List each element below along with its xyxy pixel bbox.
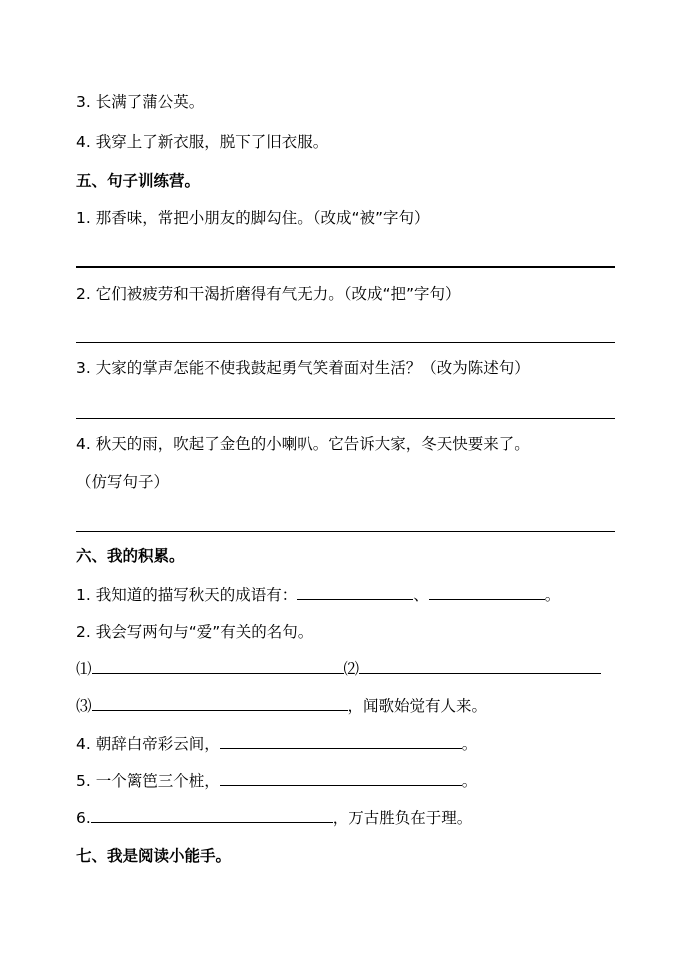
sentence-4-prompt: 4. 秋天的雨，吹起了金色的小喇叭。它告诉大家，冬天快要来了。 xyxy=(76,435,530,453)
quote-row-2 xyxy=(76,696,487,716)
quote-blank-1[interactable] xyxy=(92,659,344,674)
answer-line-1[interactable] xyxy=(76,266,615,268)
period: 。 xyxy=(544,586,561,604)
accumulation-4 xyxy=(76,734,477,754)
quote-2-label: ⑵ xyxy=(343,660,360,678)
section-7-heading: 七、我是阅读小能手。 xyxy=(76,847,232,865)
period: 。 xyxy=(461,735,478,753)
sentence-4-note: （仿写句子） xyxy=(76,473,170,491)
accumulation-5-text: 5. 一个篱笆三个桩， xyxy=(76,772,220,790)
accumulation-5 xyxy=(76,771,477,791)
quote-blank-2[interactable] xyxy=(359,659,601,674)
accumulation-6 xyxy=(76,808,472,828)
item-3: 3. 长满了蒲公英。 xyxy=(76,93,205,111)
accumulation-1 xyxy=(76,585,560,605)
item-4: 4. 我穿上了新衣服，脱下了旧衣服。 xyxy=(76,133,329,151)
sentence-3-prompt: 3. 大家的掌声怎能不使我鼓起勇气笑着面对生活？（改为陈述句） xyxy=(76,359,530,377)
accumulation-2: 2. 我会写两句与“爱”有关的名句。 xyxy=(76,623,314,641)
accumulation-6-number: 6. xyxy=(76,809,91,827)
answer-line-2[interactable] xyxy=(76,342,615,343)
section-5-heading: 五、句子训练营。 xyxy=(76,172,201,190)
answer-line-3[interactable] xyxy=(76,418,615,419)
accumulation-4-text: 4. 朝辞白帝彩云间， xyxy=(76,735,220,753)
quote-3-label: ⑶ xyxy=(76,697,92,715)
poem-blank-4[interactable] xyxy=(220,734,462,749)
accumulation-6-suffix: ，万古胜负在于理。 xyxy=(332,809,473,827)
proverb-blank-6[interactable] xyxy=(91,808,333,823)
proverb-blank-5[interactable] xyxy=(220,771,462,786)
quote-blank-3[interactable] xyxy=(92,696,348,711)
quote-row-1 xyxy=(76,659,601,679)
sentence-1-prompt: 1. 那香味，常把小朋友的脚勾住。（改成“被”字句） xyxy=(76,209,430,227)
sentence-2-prompt: 2. 它们被疲劳和干渴折磨得有气无力。（改成“把”字句） xyxy=(76,285,461,303)
answer-line-4[interactable] xyxy=(76,531,615,532)
separator: 、 xyxy=(413,586,429,604)
quote-1-label: ⑴ xyxy=(76,660,92,678)
section-6-heading: 六、我的积累。 xyxy=(76,547,185,565)
idiom-blank-2[interactable] xyxy=(429,585,545,600)
accumulation-1-text: 1. 我知道的描写秋天的成语有： xyxy=(76,586,298,604)
idiom-blank-1[interactable] xyxy=(297,585,413,600)
period: 。 xyxy=(461,772,478,790)
quote-3-suffix: ，闻歌始觉有人来。 xyxy=(347,697,488,715)
